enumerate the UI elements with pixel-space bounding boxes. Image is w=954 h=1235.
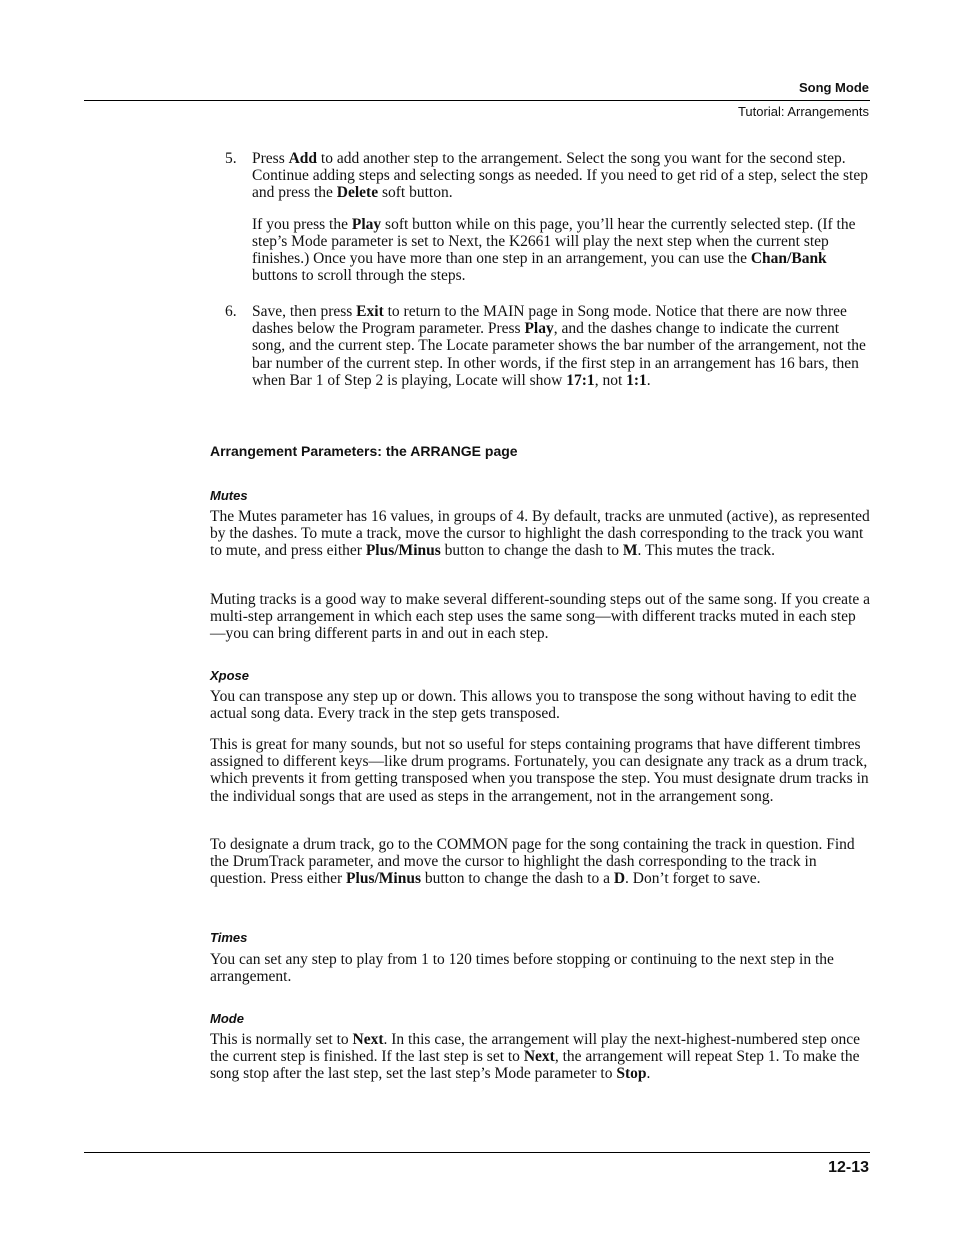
step-item-6 (225, 303, 870, 389)
bold-term: 17:1 (566, 371, 595, 389)
subsection-heading-mutes: Mutes (210, 488, 248, 503)
bold-term: Add (288, 150, 318, 167)
step-paragraph: If you press the Play soft button while on this page, you’ll hear the currently selected step. (If the step’s Mode parameter is set to Next, the K2661 will play the next step when the current step finishes.) Once you have more than one step in an arrangement, you can use the Chan/Bank buttons to scroll through the steps. (252, 215, 856, 285)
section-title: Tutorial: Arrangements (737, 104, 869, 119)
page-number: 12-13 (828, 1159, 869, 1176)
body-paragraph (210, 736, 870, 805)
bold-term: Plus/Minus (365, 542, 441, 560)
body-paragraph (210, 1031, 870, 1083)
body-paragraph (210, 508, 870, 560)
chapter-title: Song Mode (798, 80, 869, 95)
paragraph-text: You can set any step to play from 1 to 120 times before stopping or continuing to the next step in the arrangement. (210, 951, 834, 986)
step-paragraph: Save, then press Exit to return to the MAIN page in Song mode. Notice that there are now three dashes below the Program parameter. Press Play, and the dashes change to indicate the current song, and the current step. The Locate parameter shows the bar number of the arrangement, not the bar number of the current step. In other words, if the first step in an arrangement has 16 bars, then when Bar 1 of Step 2 is playing, Locate will show 17:1, not 1:1. (252, 303, 866, 389)
step-number: 5. (225, 150, 237, 167)
step-item-5 (225, 150, 870, 284)
body-paragraph (210, 688, 870, 722)
bold-term: Delete (336, 184, 379, 202)
paragraph-text: This is great for many sounds, but not so useful for steps containing programs that have different timbres assigned to different keys—like drum programs. Fortunately, you can designate any track as a drum track, which prevents it from getting transposed when you transpose the step. You must designate drum tracks in the individual songs that are used as steps in the arrangement, not in the arrangement song. (210, 736, 869, 805)
subsection-heading-mode: Mode (210, 1011, 244, 1026)
bold-term: D (613, 870, 626, 888)
bold-term: Chan/Bank (750, 250, 827, 268)
section-heading: Arrangement Parameters: the ARRANGE page (210, 443, 518, 459)
paragraph-text: You can transpose any step up or down. This allows you to transpose the song without having to edit the actual song data. Every track in the step gets transposed. (210, 688, 857, 723)
body-paragraph (210, 836, 870, 888)
paragraph-text: Muting tracks is a good way to make several different-sounding steps out of the same song. If you create a multi-step arrangement in which each step uses the same song—with different tracks muted in each step—you can bring different parts in and out in each step. (210, 591, 871, 643)
footer-rule (84, 1152, 870, 1153)
subsection-heading-xpose: Xpose (210, 668, 250, 683)
paragraph-text: The Mutes parameter has 16 values, in groups of 4. By default, tracks are unmuted (active), as represented by the dashes. To mute a track, move the cursor to highlight the dash corresponding to the track you want to mute, and press either Plus/Minus button to change the dash to M. This mutes the track. (210, 508, 870, 560)
bold-term: Next (523, 1048, 555, 1066)
paragraph-text: To designate a drum track, go to the COMMON page for the song containing the track in question. Find the DrumTrack parameter, and move the cursor to highlight the dash corresponding to the track in question. Press either Plus/Minus button to change the dash to a D. Don’t forget to save. (210, 836, 855, 888)
body-paragraph (210, 591, 870, 643)
bold-term: Next (352, 1031, 384, 1048)
header-rule (84, 100, 870, 101)
step-paragraph: Press Add to add another step to the arrangement. Select the song you want for the second step. Continue adding steps and selecting songs as needed. If you need to get rid of a step, select the step and press the Delete soft button. (252, 150, 868, 202)
subsection-heading-times: Times (210, 930, 248, 945)
bold-term: Play (524, 320, 554, 338)
bold-term: M (622, 542, 638, 560)
body-paragraph (210, 951, 870, 985)
step-number: 6. (225, 303, 237, 320)
bold-term: Play (351, 215, 382, 233)
paragraph-text: This is normally set to Next. In this case, the arrangement will play the next-highest-numbered step once the current step is finished. If the last step is set to Next, the arrangement will repeat Step 1. To make the song stop after the last step, set the last step’s Mode parameter to Stop. (210, 1031, 860, 1083)
bold-term: Stop (616, 1065, 647, 1083)
bold-term: Exit (356, 303, 384, 320)
bold-term: 1:1 (626, 371, 647, 389)
bold-term: Plus/Minus (346, 870, 421, 888)
